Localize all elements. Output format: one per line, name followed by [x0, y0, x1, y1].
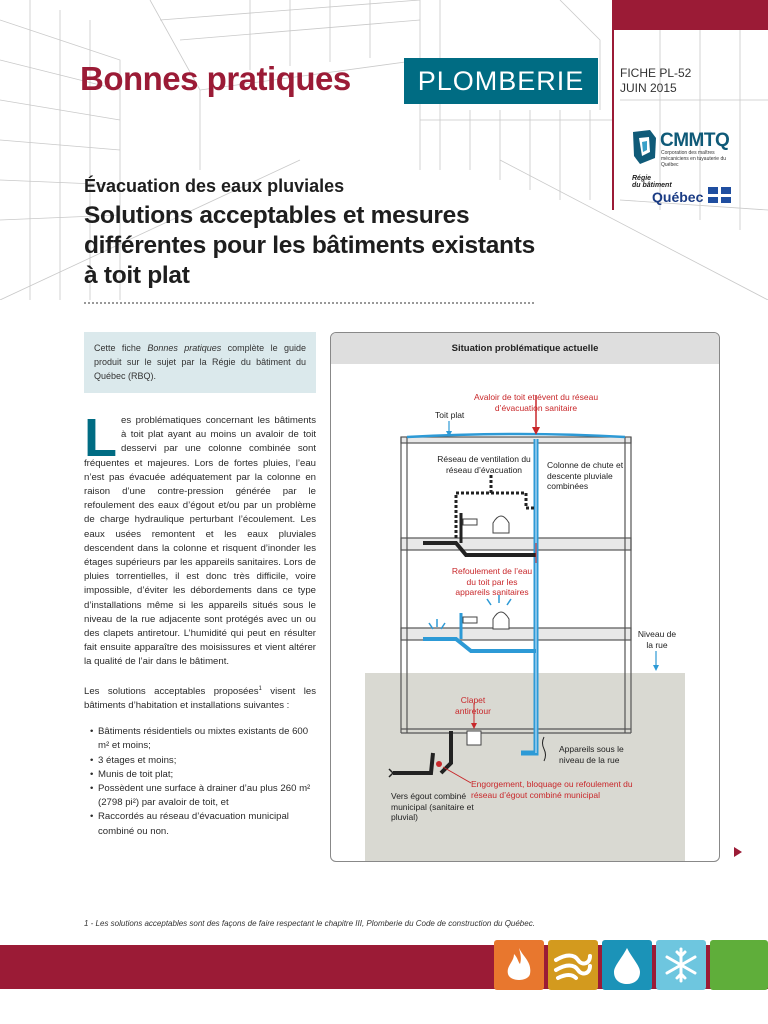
document-title: Solutions acceptables et mesures différentes pour les bâtiments existants à toit plat — [84, 202, 535, 289]
top-red-rule — [612, 0, 614, 210]
rbq-line2: du bâtiment — [632, 182, 672, 189]
label-toit-plat: Toit plat — [435, 410, 465, 420]
list-item: • Bâtiments résidentiels ou mixtes existants de 600 m² et moins; — [90, 726, 309, 752]
footer-band — [0, 945, 768, 989]
water-drop-icon — [602, 940, 652, 990]
snowflake-icon — [656, 940, 706, 990]
label-niveau-rue: Niveau de la rue — [637, 629, 677, 650]
wind-icon — [548, 940, 598, 990]
intro-text: Cette fiche — [94, 343, 148, 353]
rbq-quebec: Québec — [652, 189, 704, 205]
label-appareils-sous: Appareils sous le niveau de la rue — [559, 744, 624, 765]
label-ventilation: Réseau de ventilation du réseau d’évacuation — [437, 454, 531, 475]
cmmtq-logo-icon — [630, 128, 658, 166]
brand-title: Bonnes pratiques — [80, 60, 351, 97]
intro-text-end: complète le guide produit sur le sujet par la Régie du bâtiment du Québec (RBQ). — [94, 343, 306, 381]
label-refoulement: Refoulement de l’eau du toit par les appareils sanitaires — [451, 566, 533, 597]
label-avaloir: Avaloir de toit et évent du réseau d’évacuation sanitaire — [473, 392, 599, 413]
footnote-ref: 1 — [258, 685, 262, 692]
criteria-list — [88, 725, 316, 839]
paragraph-2-end: visent les bâtiments d’habitation et installations suivantes : — [84, 685, 316, 712]
cmmtq-subtitle: Corporation des maîtres mécaniciens en tuyauterie du Québec — [661, 150, 727, 168]
section-badge: PLOMBERIE — [404, 58, 598, 104]
intro-box — [84, 332, 316, 393]
diagram-title: Situation problématique actuelle — [331, 333, 719, 364]
quebec-flag-icon — [708, 187, 731, 203]
label-engorgement: Engorgement, bloquage ou refoulement du réseau d’égout combiné municipal — [471, 779, 633, 800]
fiche-number: FICHE PL-52 — [620, 66, 692, 80]
cmmtq-name: CMMTQ — [660, 130, 730, 151]
rbq-logo — [632, 175, 704, 205]
fiche-date: JUIN 2015 — [620, 81, 677, 95]
dropcap: L — [84, 408, 117, 468]
plumbing-diagram — [330, 332, 720, 862]
paragraph-1: es problématiques concernant les bâtiments à toit plat ayant au moins un avaloir de toit desservi par une colonne combinée sont fréquentes et majeures. Lors de fortes pluies, l’eau n’est pas évacuée adéquatement par la colonne en raison d’une contre-pression générée par le refoulement des eaux d’égout et/ou par un problème de charge hydraulique perturbant l’écoulement. Les eaux usées remontent et les eaux pluviales descendent dans la colonne et risquent d’inonder les étages supérieurs par les appareils sanitaires. Lors de pluies torrentielles, il est donc très difficile, voire impossible, d’éviter les débordements dans ce type d’installations même si les appareils situés sous le niveau de la rue adjacente sont protégés avec un ou des clapets antiretour. L’humidité qui peut en résulter fait ensuite apparaître des moisissures et vient altérer la qualité de l’air dans le bâtiment. — [84, 415, 316, 668]
fiche-info — [620, 66, 691, 96]
list-item: • Raccordés au réseau d’évacuation municipal combiné ou non. — [90, 811, 289, 837]
flame-icon — [494, 940, 544, 990]
dotted-divider — [84, 302, 534, 304]
intro-italic: Bonnes pratiques — [147, 343, 222, 353]
green-tile — [710, 940, 768, 990]
list-item: • Possèdent une surface à drainer d’au plus 260 m² (2798 pi²) par avaloir de toit, et — [90, 783, 311, 809]
label-clapet: Clapet antiretour — [455, 695, 491, 716]
label-vers-egout: Vers égout combiné municipal (sanitaire et pluvial) — [391, 791, 474, 822]
top-red-band — [612, 0, 768, 30]
body-text — [84, 408, 316, 839]
document-subtitle: Évacuation des eaux pluviales — [84, 176, 345, 196]
paragraph-2: Les solutions acceptables proposées — [84, 685, 259, 697]
rbq-line1: Régie — [632, 175, 652, 182]
label-colonne: Colonne de chute et descente pluviale combinées — [547, 460, 624, 491]
list-item: • 3 étages et moins; — [90, 754, 177, 766]
cmmtq-logo — [630, 128, 740, 172]
footnote: 1 - Les solutions acceptables sont des façons de faire respectant le chapitre III, Plomberie du Code de construction du Québec. — [84, 919, 535, 928]
next-page-arrow-icon[interactable] — [734, 847, 742, 857]
list-item: • Munis de toit plat; — [90, 768, 174, 780]
